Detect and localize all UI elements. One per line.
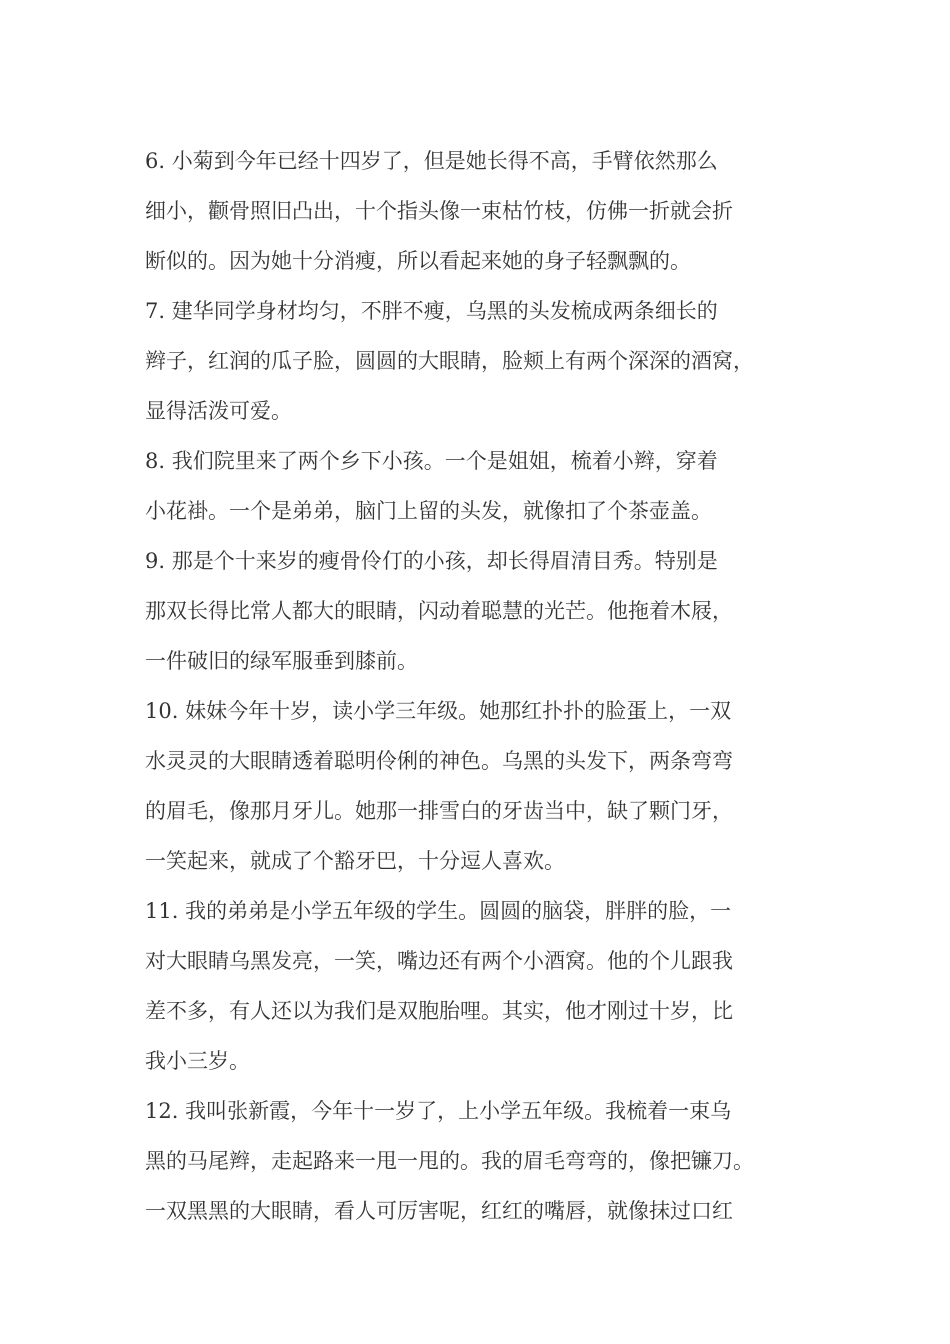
text-line: 7. 建华同学身材均匀，不胖不瘦，乌黑的头发梳成两条细长的	[145, 299, 718, 323]
text-line: 一双黑黑的大眼睛，看人可厉害呢，红红的嘴唇，就像抹过口红	[145, 1199, 733, 1223]
text-line: 一件破旧的绿军服垂到膝前。	[145, 649, 418, 673]
text-line: 6. 小菊到今年已经十四岁了，但是她长得不高，手臂依然那么	[145, 149, 718, 173]
text-line: 8. 我们院里来了两个乡下小孩。一个是姐姐，梳着小辫，穿着	[145, 449, 718, 473]
document-body	[145, 136, 835, 1236]
text-line: 辫子，红润的瓜子脸，圆圆的大眼睛，脸颊上有两个深深的酒窝，	[145, 349, 754, 373]
text-line: 细小，颧骨照旧凸出，十个指头像一束枯竹枝，仿佛一折就会折	[145, 199, 733, 223]
text-line: 的眉毛，像那月牙儿。她那一排雪白的牙齿当中，缺了颗门牙，	[145, 799, 733, 823]
text-line: 显得活泼可爱。	[145, 399, 292, 423]
text-line: 那双长得比常人都大的眼睛，闪动着聪慧的光芒。他拖着木屐，	[145, 599, 733, 623]
text-line: 12. 我叫张新霞，今年十一岁了，上小学五年级。我梳着一束乌	[145, 1099, 732, 1123]
text-line: 黑的马尾辫，走起路来一甩一甩的。我的眉毛弯弯的，像把镰刀。	[145, 1149, 754, 1173]
text-line: 我小三岁。	[145, 1049, 250, 1073]
text-line: 一笑起来，就成了个豁牙巴，十分逗人喜欢。	[145, 849, 565, 873]
text-line: 对大眼睛乌黑发亮，一笑，嘴边还有两个小酒窝。他的个儿跟我	[145, 949, 733, 973]
text-line: 10. 妹妹今年十岁，读小学三年级。她那红扑扑的脸蛋上，一双	[145, 699, 732, 723]
text-line: 9. 那是个十来岁的瘦骨伶仃的小孩，却长得眉清目秀。特别是	[145, 549, 718, 573]
text-line: 11. 我的弟弟是小学五年级的学生。圆圆的脑袋，胖胖的脸，一	[145, 899, 732, 923]
text-line: 水灵灵的大眼睛透着聪明伶俐的神色。乌黑的头发下，两条弯弯	[145, 749, 733, 773]
text-line: 差不多，有人还以为我们是双胞胎哩。其实，他才刚过十岁，比	[145, 999, 733, 1023]
text-line: 断似的。因为她十分消瘦，所以看起来她的身子轻飘飘的。	[145, 249, 691, 273]
text-line: 小花褂。一个是弟弟，脑门上留的头发，就像扣了个茶壶盖。	[145, 499, 712, 523]
